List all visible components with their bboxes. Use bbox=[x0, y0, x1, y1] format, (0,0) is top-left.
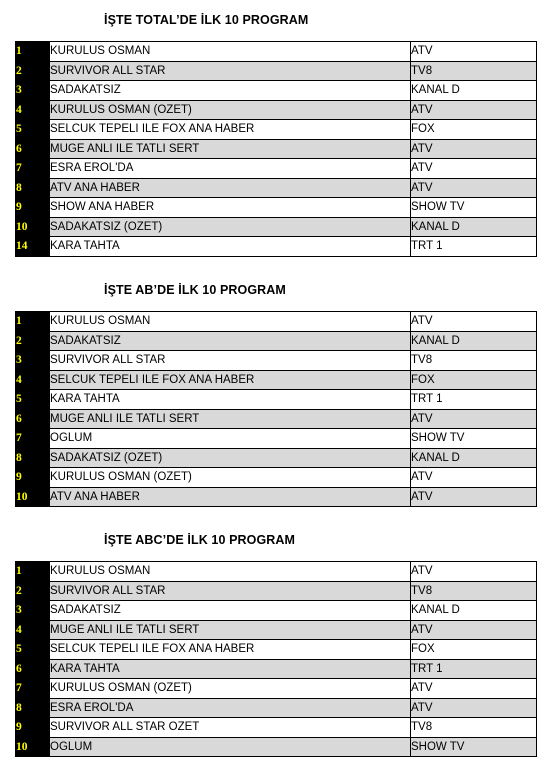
program-cell: SURVIVOR ALL STAR bbox=[50, 61, 411, 81]
rank-cell: 9 bbox=[16, 468, 50, 488]
channel-cell: ATV bbox=[411, 620, 537, 640]
section-title-abc: İŞTE ABC’DE İLK 10 PROGRAM bbox=[104, 533, 296, 547]
program-cell: MUGE ANLI ILE TATLI SERT bbox=[50, 139, 411, 159]
table-row bbox=[16, 81, 537, 101]
rank-cell: 6 bbox=[16, 659, 50, 679]
table-row bbox=[16, 487, 537, 507]
channel-cell: TV8 bbox=[411, 61, 537, 81]
rank-cell: 4 bbox=[16, 370, 50, 390]
channel-cell: SHOW TV bbox=[411, 429, 537, 449]
table-row bbox=[16, 370, 537, 390]
program-cell: SURVIVOR ALL STAR bbox=[50, 581, 411, 601]
rank-cell: 3 bbox=[16, 601, 50, 621]
rank-cell: 7 bbox=[16, 429, 50, 449]
channel-cell: ATV bbox=[411, 679, 537, 699]
table-row bbox=[16, 640, 537, 660]
channel-cell: KANAL D bbox=[411, 601, 537, 621]
rank-cell: 8 bbox=[16, 448, 50, 468]
channel-cell: ATV bbox=[411, 698, 537, 718]
table-row bbox=[16, 737, 537, 757]
channel-cell: ATV bbox=[411, 100, 537, 120]
rank-cell: 7 bbox=[16, 159, 50, 179]
table-row bbox=[16, 601, 537, 621]
rank-cell: 3 bbox=[16, 351, 50, 371]
table-row bbox=[16, 581, 537, 601]
program-cell: SURVIVOR ALL STAR OZET bbox=[50, 718, 411, 738]
table-row bbox=[16, 698, 537, 718]
rank-cell: 8 bbox=[16, 178, 50, 198]
table-row bbox=[16, 331, 537, 351]
channel-cell: TV8 bbox=[411, 351, 537, 371]
channel-cell: TRT 1 bbox=[411, 237, 537, 257]
program-cell: ATV ANA HABER bbox=[50, 487, 411, 507]
program-cell: KARA TAHTA bbox=[50, 390, 411, 410]
rank-cell: 14 bbox=[16, 237, 50, 257]
program-cell: SHOW ANA HABER bbox=[50, 198, 411, 218]
program-cell: SADAKATSIZ (OZET) bbox=[50, 217, 411, 237]
table-row bbox=[16, 198, 537, 218]
program-cell: SELCUK TEPELI ILE FOX ANA HABER bbox=[50, 370, 411, 390]
program-cell: KURULUS OSMAN (OZET) bbox=[50, 100, 411, 120]
program-cell: SADAKATSIZ (OZET) bbox=[50, 448, 411, 468]
channel-cell: FOX bbox=[411, 370, 537, 390]
table-row bbox=[16, 312, 537, 332]
channel-cell: FOX bbox=[411, 640, 537, 660]
channel-cell: ATV bbox=[411, 487, 537, 507]
rank-cell: 9 bbox=[16, 718, 50, 738]
channel-cell: ATV bbox=[411, 42, 537, 62]
rank-cell: 2 bbox=[16, 61, 50, 81]
rank-cell: 10 bbox=[16, 737, 50, 757]
table-row bbox=[16, 351, 537, 371]
program-cell: MUGE ANLI ILE TATLI SERT bbox=[50, 620, 411, 640]
channel-cell: TV8 bbox=[411, 581, 537, 601]
channel-cell: ATV bbox=[411, 139, 537, 159]
program-cell: KARA TAHTA bbox=[50, 659, 411, 679]
program-cell: SURVIVOR ALL STAR bbox=[50, 351, 411, 371]
table-body bbox=[16, 312, 537, 507]
channel-cell: TRT 1 bbox=[411, 390, 537, 410]
table-row bbox=[16, 390, 537, 410]
table-row bbox=[16, 448, 537, 468]
channel-cell: FOX bbox=[411, 120, 537, 140]
table-row bbox=[16, 42, 537, 62]
rank-cell: 1 bbox=[16, 312, 50, 332]
program-cell: ESRA EROL'DA bbox=[50, 159, 411, 179]
channel-cell: ATV bbox=[411, 409, 537, 429]
rank-cell: 6 bbox=[16, 139, 50, 159]
rank-cell: 10 bbox=[16, 217, 50, 237]
table-row bbox=[16, 620, 537, 640]
rank-cell: 5 bbox=[16, 390, 50, 410]
rank-cell: 8 bbox=[16, 698, 50, 718]
channel-cell: TRT 1 bbox=[411, 659, 537, 679]
rank-cell: 1 bbox=[16, 42, 50, 62]
channel-cell: ATV bbox=[411, 562, 537, 582]
table-row bbox=[16, 429, 537, 449]
table-row bbox=[16, 718, 537, 738]
rank-cell: 5 bbox=[16, 120, 50, 140]
table-body bbox=[16, 562, 537, 757]
ranking-table-ab bbox=[15, 311, 537, 507]
table-row bbox=[16, 100, 537, 120]
table-row bbox=[16, 217, 537, 237]
table-row bbox=[16, 237, 537, 257]
section-title-total: İŞTE TOTAL’DE İLK 10 PROGRAM bbox=[104, 13, 309, 27]
program-cell: OGLUM bbox=[50, 737, 411, 757]
ranking-table-abc bbox=[15, 561, 537, 757]
channel-cell: KANAL D bbox=[411, 331, 537, 351]
rank-cell: 10 bbox=[16, 487, 50, 507]
program-cell: KARA TAHTA bbox=[50, 237, 411, 257]
rank-cell: 3 bbox=[16, 81, 50, 101]
rank-cell: 9 bbox=[16, 198, 50, 218]
rank-cell: 4 bbox=[16, 620, 50, 640]
table-row bbox=[16, 679, 537, 699]
channel-cell: ATV bbox=[411, 468, 537, 488]
table-row bbox=[16, 139, 537, 159]
table-body bbox=[16, 42, 537, 257]
rank-cell: 4 bbox=[16, 100, 50, 120]
program-cell: SADAKATSIZ bbox=[50, 81, 411, 101]
program-cell: SADAKATSIZ bbox=[50, 601, 411, 621]
table-row bbox=[16, 159, 537, 179]
ranking-table-total bbox=[15, 41, 537, 257]
program-cell: ESRA EROL'DA bbox=[50, 698, 411, 718]
channel-cell: SHOW TV bbox=[411, 198, 537, 218]
rank-cell: 2 bbox=[16, 331, 50, 351]
channel-cell: ATV bbox=[411, 312, 537, 332]
program-cell: SELCUK TEPELI ILE FOX ANA HABER bbox=[50, 640, 411, 660]
table-row bbox=[16, 120, 537, 140]
rank-cell: 2 bbox=[16, 581, 50, 601]
channel-cell: TV8 bbox=[411, 718, 537, 738]
table-row bbox=[16, 409, 537, 429]
program-cell: MUGE ANLI ILE TATLI SERT bbox=[50, 409, 411, 429]
table-row bbox=[16, 659, 537, 679]
program-cell: KURULUS OSMAN bbox=[50, 42, 411, 62]
channel-cell: SHOW TV bbox=[411, 737, 537, 757]
program-cell: OGLUM bbox=[50, 429, 411, 449]
program-cell: SADAKATSIZ bbox=[50, 331, 411, 351]
program-cell: SELCUK TEPELI ILE FOX ANA HABER bbox=[50, 120, 411, 140]
channel-cell: ATV bbox=[411, 159, 537, 179]
program-cell: KURULUS OSMAN bbox=[50, 312, 411, 332]
program-cell: KURULUS OSMAN (OZET) bbox=[50, 679, 411, 699]
rank-cell: 5 bbox=[16, 640, 50, 660]
rank-cell: 1 bbox=[16, 562, 50, 582]
channel-cell: KANAL D bbox=[411, 217, 537, 237]
table-row bbox=[16, 61, 537, 81]
table-row bbox=[16, 178, 537, 198]
channel-cell: KANAL D bbox=[411, 448, 537, 468]
channel-cell: KANAL D bbox=[411, 81, 537, 101]
table-row bbox=[16, 562, 537, 582]
program-cell: ATV ANA HABER bbox=[50, 178, 411, 198]
rank-cell: 7 bbox=[16, 679, 50, 699]
channel-cell: ATV bbox=[411, 178, 537, 198]
section-title-ab: İŞTE AB’DE İLK 10 PROGRAM bbox=[104, 283, 286, 297]
program-cell: KURULUS OSMAN (OZET) bbox=[50, 468, 411, 488]
table-row bbox=[16, 468, 537, 488]
program-cell: KURULUS OSMAN bbox=[50, 562, 411, 582]
rank-cell: 6 bbox=[16, 409, 50, 429]
